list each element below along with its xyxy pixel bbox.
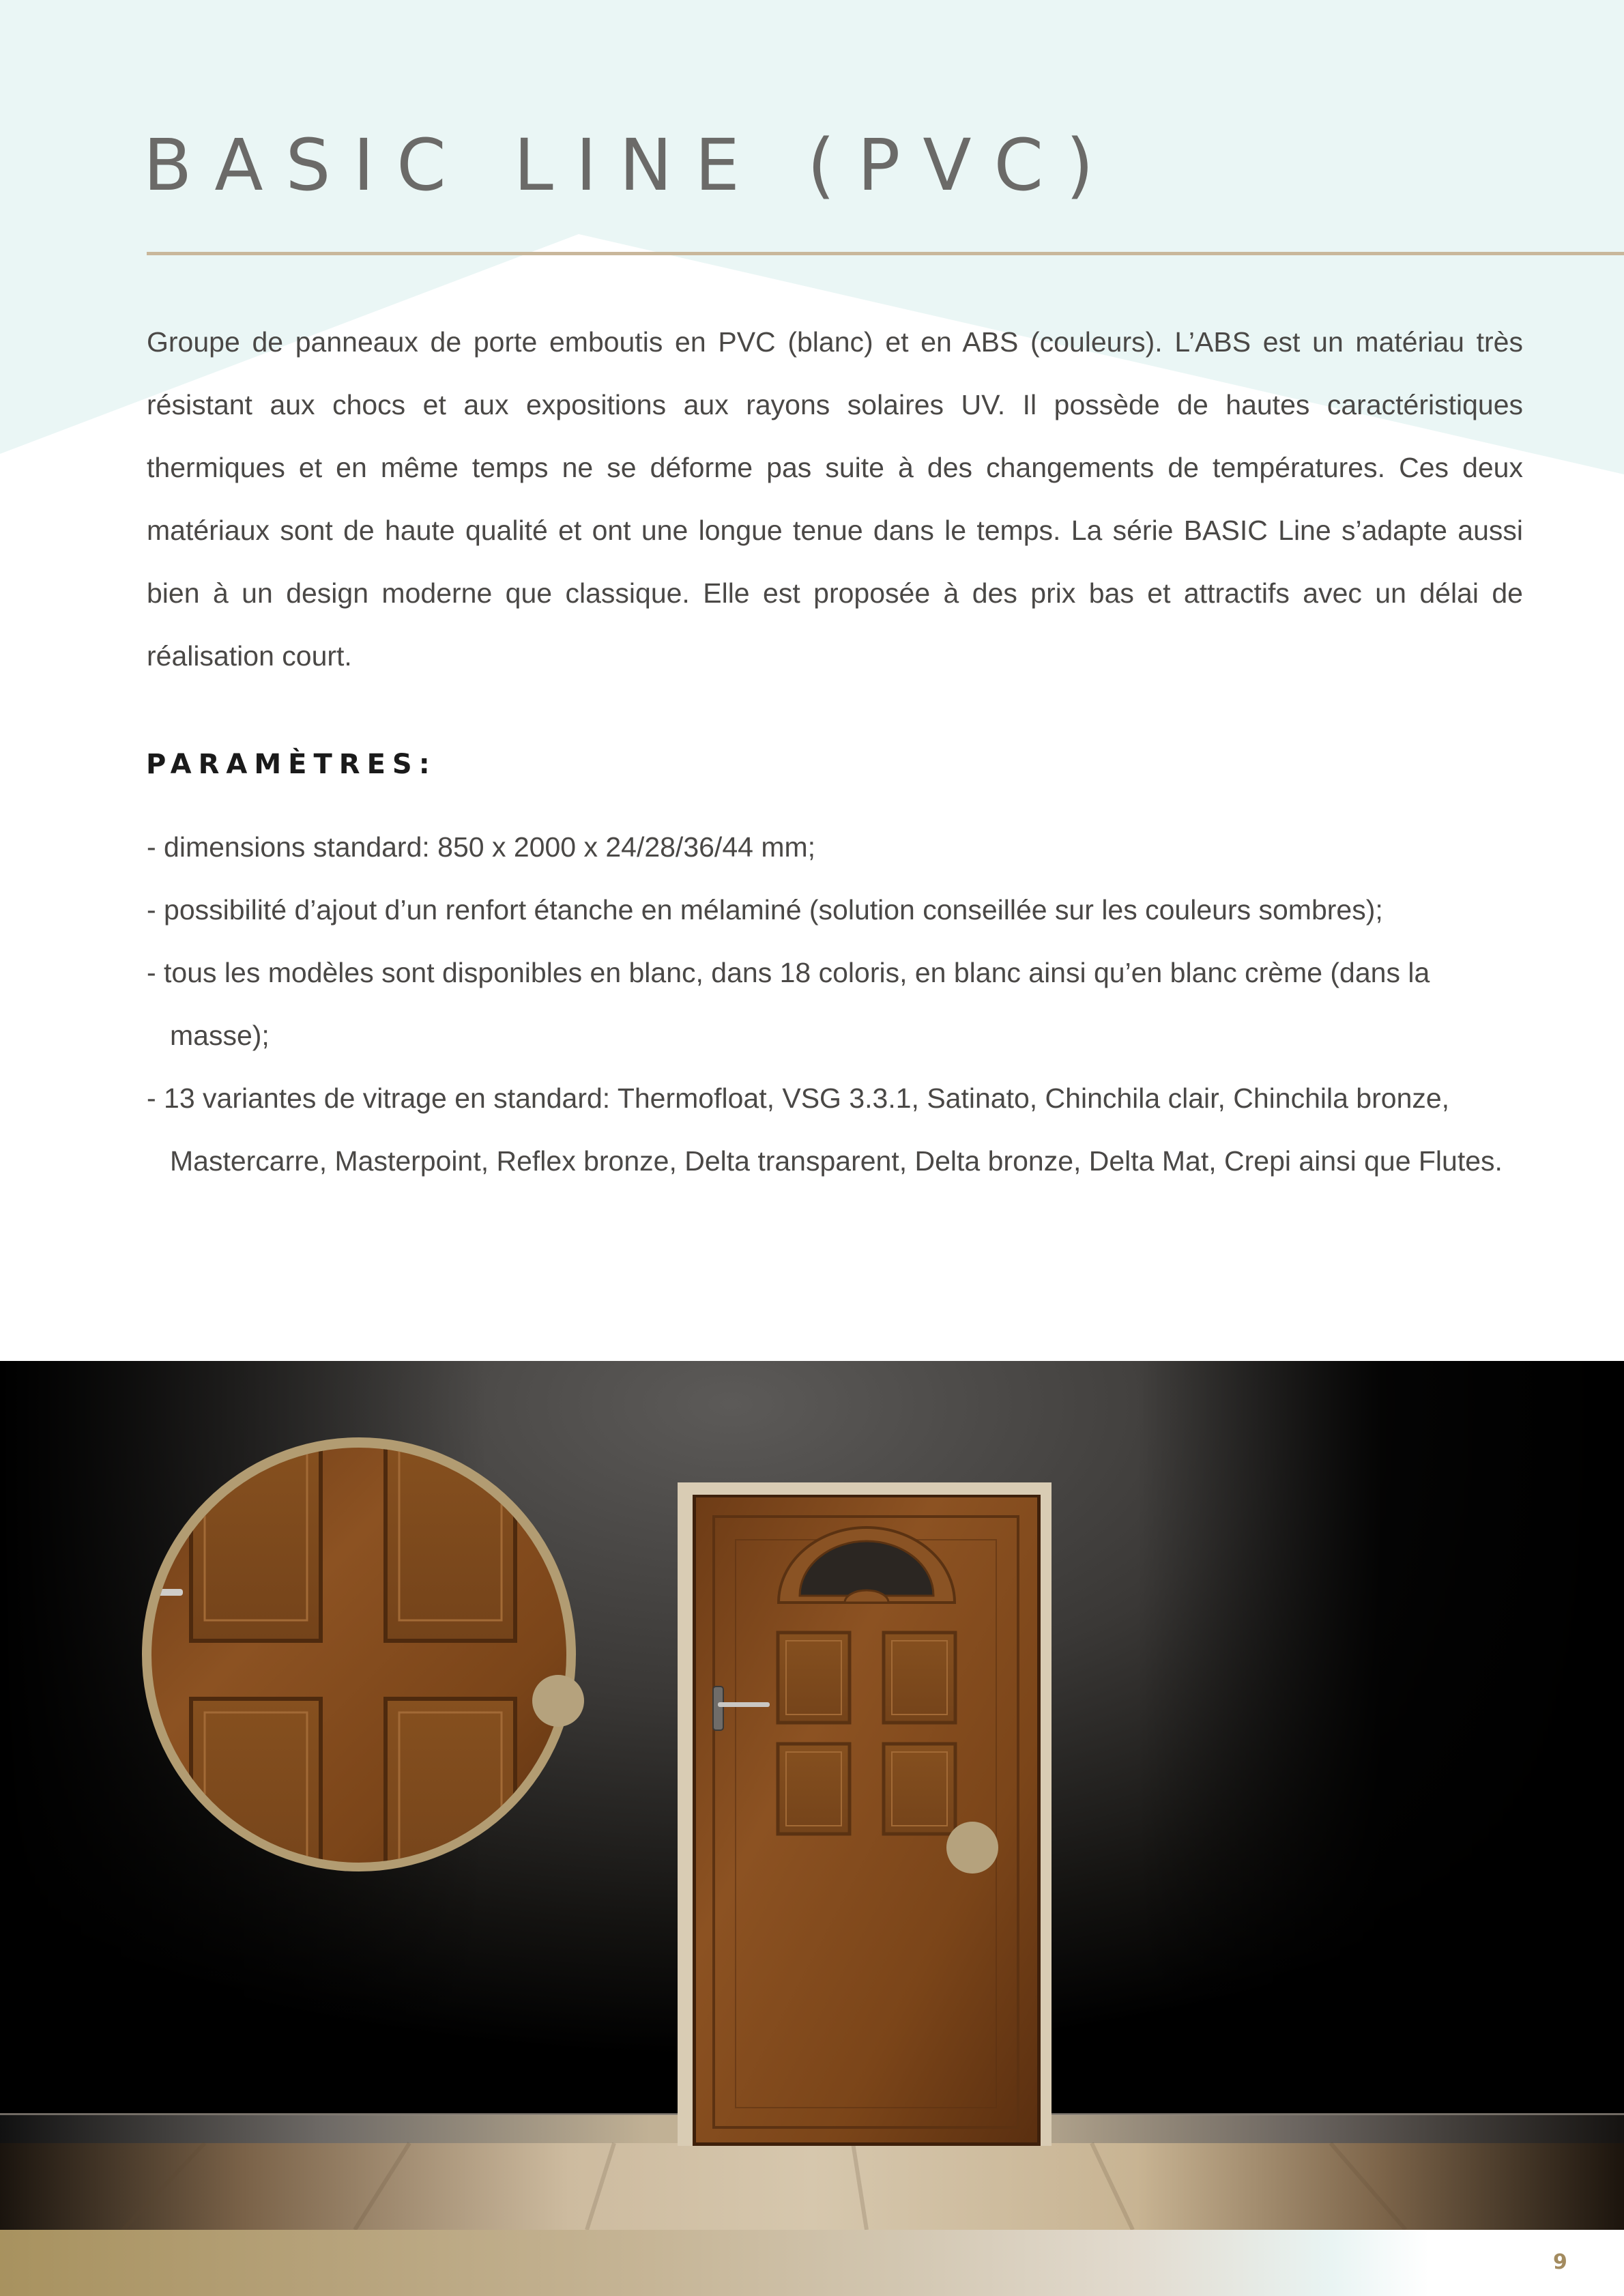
parameters-heading: PARAMÈTRES: (146, 749, 437, 780)
parameter-item: - tous les modèles sont disponibles en blanc, dans 18 coloris, en blanc ainsi qu’en blanc crème (dans la masse); (147, 957, 1430, 1051)
page-title: BASIC LINE (PVC) (143, 124, 1116, 207)
title-divider (147, 252, 1624, 255)
callout-connector-dot (532, 1675, 584, 1727)
parameter-item: - 13 variantes de vitrage en standard: Thermofloat, VSG 3.3.1, Satinato, Chinchila clair, Chinchila bronze, Mastercarre, Masterpoint, Reflex bronze, Delta transparent, Delta bronze, Delta Mat, Crepi ainsi que Flutes. (147, 1082, 1503, 1177)
parameter-item: - possibilité d’ajout d’un renfort étanche en mélaminé (solution conseillée sur les couleurs sombres); (147, 894, 1383, 925)
door-product-photo (0, 1361, 1624, 2230)
footer-gradient-strip (0, 2230, 1624, 2296)
door (678, 1482, 1052, 2146)
parameters-list (147, 816, 1532, 1192)
hotspot-marker (946, 1822, 998, 1874)
door-scene-illustration (0, 1361, 1624, 2230)
page-number: 9 (1553, 2250, 1567, 2274)
intro-paragraph: Groupe de panneaux de porte emboutis en PVC (blanc) et en ABS (couleurs). L’ABS est un matériau très résistant aux chocs et aux expositions aux rayons solaires UV. Il possède de hautes caractéristiques thermiques et en même temps ne se déforme pas suite à des changements de températures. Ces deux matériaux sont de haute qualité et ont une longue tenue dans le temps. La série BASIC Line s’adapte aussi bien à un design moderne que classique. Elle est proposée à des prix bas et attractifs avec un délai de réalisation court. (147, 326, 1523, 672)
parameter-item: - dimensions standard: 850 x 2000 x 24/28/36/44 mm; (147, 831, 816, 863)
